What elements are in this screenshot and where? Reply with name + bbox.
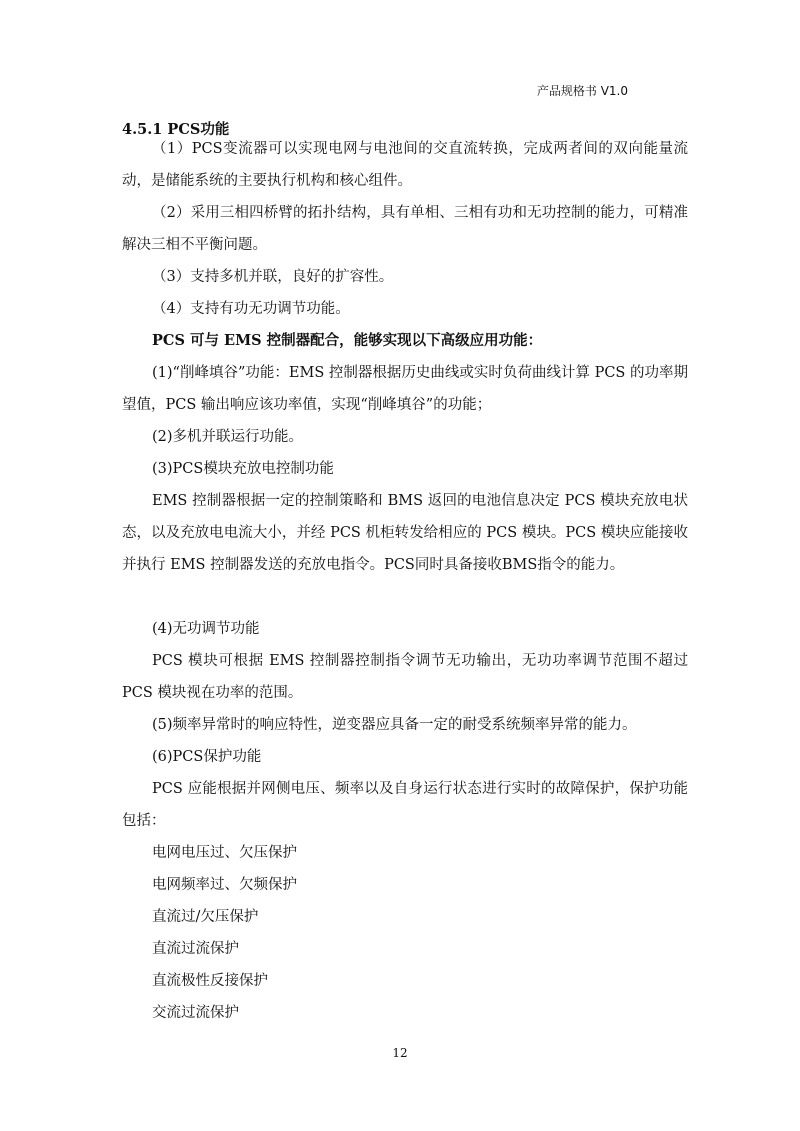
function-3-description: EMS 控制器根据一定的控制策略和 BMS 返回的电池信息决定 PCS 模块充放电状态，以及充放电电流大小，并经 PCS 机柜转发给相应的 PCS 模块。PCS 模块应能接收并执行 EMS 控制器发送的充放电指令。PCS同时具备接收BMS指令的能力。 bbox=[122, 493, 688, 573]
item-1: （1）PCS变流器可以实现电网与电池间的交直流转换，完成两者间的双向能量流动，是储能系统的主要执行机构和核心组件。 bbox=[122, 141, 688, 189]
section-heading: 4.5.1 PCS功能 bbox=[122, 121, 230, 138]
function-3: (3)PCS模块充放电控制功能 bbox=[152, 461, 334, 477]
item-3: （3）支持多机并联，良好的扩容性。 bbox=[152, 269, 394, 285]
protection-item: 直流过/欠压保护 bbox=[152, 909, 259, 925]
function-4: (4)无功调节功能 bbox=[152, 621, 260, 637]
function-6: (6)PCS保护功能 bbox=[152, 749, 262, 765]
item-4: （4）支持有功无功调节功能。 bbox=[152, 301, 350, 317]
function-2: (2)多机并联运行功能。 bbox=[152, 429, 304, 445]
protection-item: 交流过流保护 bbox=[152, 1005, 239, 1021]
advanced-functions-heading: PCS 可与 EMS 控制器配合，能够实现以下高级应用功能： bbox=[152, 332, 543, 349]
protection-item: 电网电压过、欠压保护 bbox=[152, 845, 297, 861]
function-6-description: PCS 应能根据并网侧电压、频率以及自身运行状态进行实时的故障保护，保护功能包括： bbox=[122, 781, 688, 829]
function-5: (5)频率异常时的响应特性，逆变器应具备一定的耐受系统频率异常的能力。 bbox=[152, 717, 637, 733]
protection-item: 直流极性反接保护 bbox=[152, 973, 268, 989]
function-4-description: PCS 模块可根据 EMS 控制器控制指令调节无功输出，无功功率调节范围不超过 PCS 模块视在功率的范围。 bbox=[122, 653, 688, 701]
page-header: 产品规格书 V1.0 bbox=[536, 84, 628, 98]
protection-item: 直流过流保护 bbox=[152, 941, 239, 957]
protection-item: 电网频率过、欠频保护 bbox=[152, 877, 297, 893]
page-number: 12 bbox=[392, 1046, 408, 1060]
item-2: （2）采用三相四桥臂的拓扑结构，具有单相、三相有功和无功控制的能力，可精准解决三相不平衡问题。 bbox=[122, 205, 688, 253]
function-1: (1)“削峰填谷”功能：EMS 控制器根据历史曲线或实时负荷曲线计算 PCS 的功率期望值，PCS 输出响应该功率值，实现“削峰填谷”的功能； bbox=[122, 365, 688, 413]
